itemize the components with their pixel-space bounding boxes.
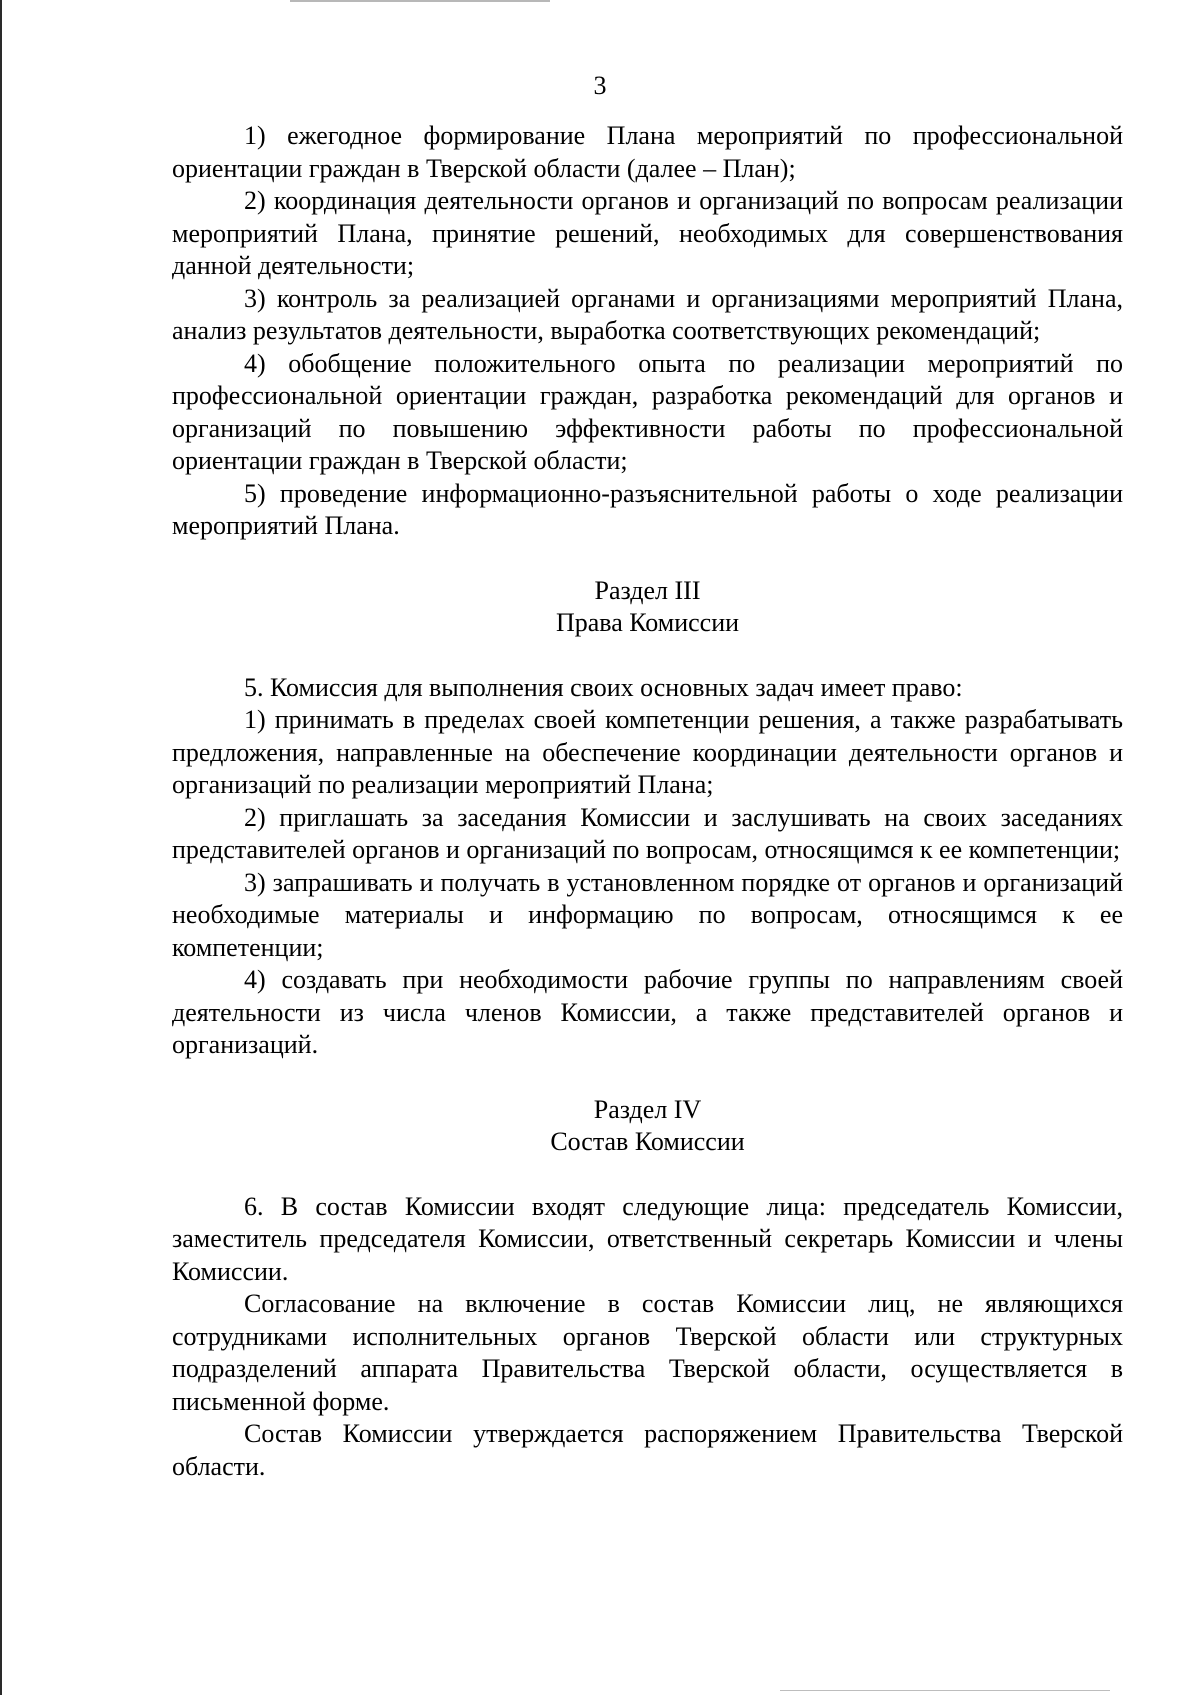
document-body bbox=[172, 120, 1123, 1483]
rights-item-4: 4) создавать при необходимости рабочие группы по направлениям своей деятельности из числа членов Комиссии, а также представителей органов и организаций. bbox=[172, 965, 1123, 1059]
task-item-5: 5) проведение информационно-разъяснительной работы о ходе реализации мероприятий Плана. bbox=[172, 478, 1123, 540]
task-item-1: 1) ежегодное формирование Плана мероприятий по профессиональной ориентации граждан в Тверской области (далее – План); bbox=[172, 121, 1123, 183]
composition-text bbox=[172, 1191, 1123, 1484]
composition-paragraph-1: 6. В состав Комиссии входят следующие лица: председатель Комиссии, заместитель председателя Комиссии, ответственный секретарь Комиссии и члены Комиссии. bbox=[172, 1191, 1123, 1286]
section-4-heading: Раздел IV bbox=[593, 1094, 702, 1124]
page-number: 3 bbox=[593, 71, 607, 100]
task-item-4: 4) обобщение положительного опыта по реализации мероприятий по профессиональной ориентации граждан, разработка рекомендаций для органов и организаций по повышению эффективности работы по профессиональной ориентации граждан в Тверской области; bbox=[172, 348, 1123, 475]
composition-paragraph-2: Согласование на включение в состав Комиссии лиц, не являющихся сотрудниками исполнительных органов Тверской области или структурных подразделений аппарата Правительства Тверской области, осуществляется в письменной форме. bbox=[172, 1289, 1123, 1416]
rights-list bbox=[172, 672, 1123, 1062]
rights-intro: 5. Комиссия для выполнения своих основных задач имеет право: bbox=[244, 672, 963, 702]
rights-item-3: 3) запрашивать и получать в установленном порядке от органов и организаций необходимые материалы и информацию по вопросам, относящимся к ее компетенции; bbox=[172, 867, 1123, 962]
scan-edge-bottom bbox=[780, 1690, 1110, 1691]
rights-item-1: 1) принимать в пределах своей компетенции решения, а также разрабатывать предложения, направленные на обеспечение координации деятельности органов и организаций по реализации мероприятий Плана; bbox=[172, 705, 1123, 799]
composition-paragraph-3: Состав Комиссии утверждается распоряжением Правительства Тверской области. bbox=[172, 1419, 1123, 1481]
task-item-2: 2) координация деятельности органов и организаций по вопросам реализации мероприятий Плана, принятие решений, необходимых для совершенствования данной деятельности; bbox=[172, 186, 1123, 280]
section-4-title: Состав Комиссии bbox=[550, 1127, 745, 1156]
scan-edge-left bbox=[0, 0, 2, 1695]
tasks-list bbox=[172, 120, 1123, 543]
task-item-3: 3) контроль за реализацией органами и организациями мероприятий Плана, анализ результатов деятельности, выработка соответствующих рекомендаций; bbox=[172, 283, 1123, 345]
rights-item-2: 2) приглашать за заседания Комиссии и заслушивать на своих заседаниях представителей органов и организаций по вопросам, относящимся к ее компетенции; bbox=[172, 802, 1123, 864]
section-3-heading: Раздел III bbox=[594, 575, 701, 605]
section-3-title: Права Комиссии bbox=[555, 608, 740, 637]
scan-edge-top bbox=[290, 0, 550, 2]
